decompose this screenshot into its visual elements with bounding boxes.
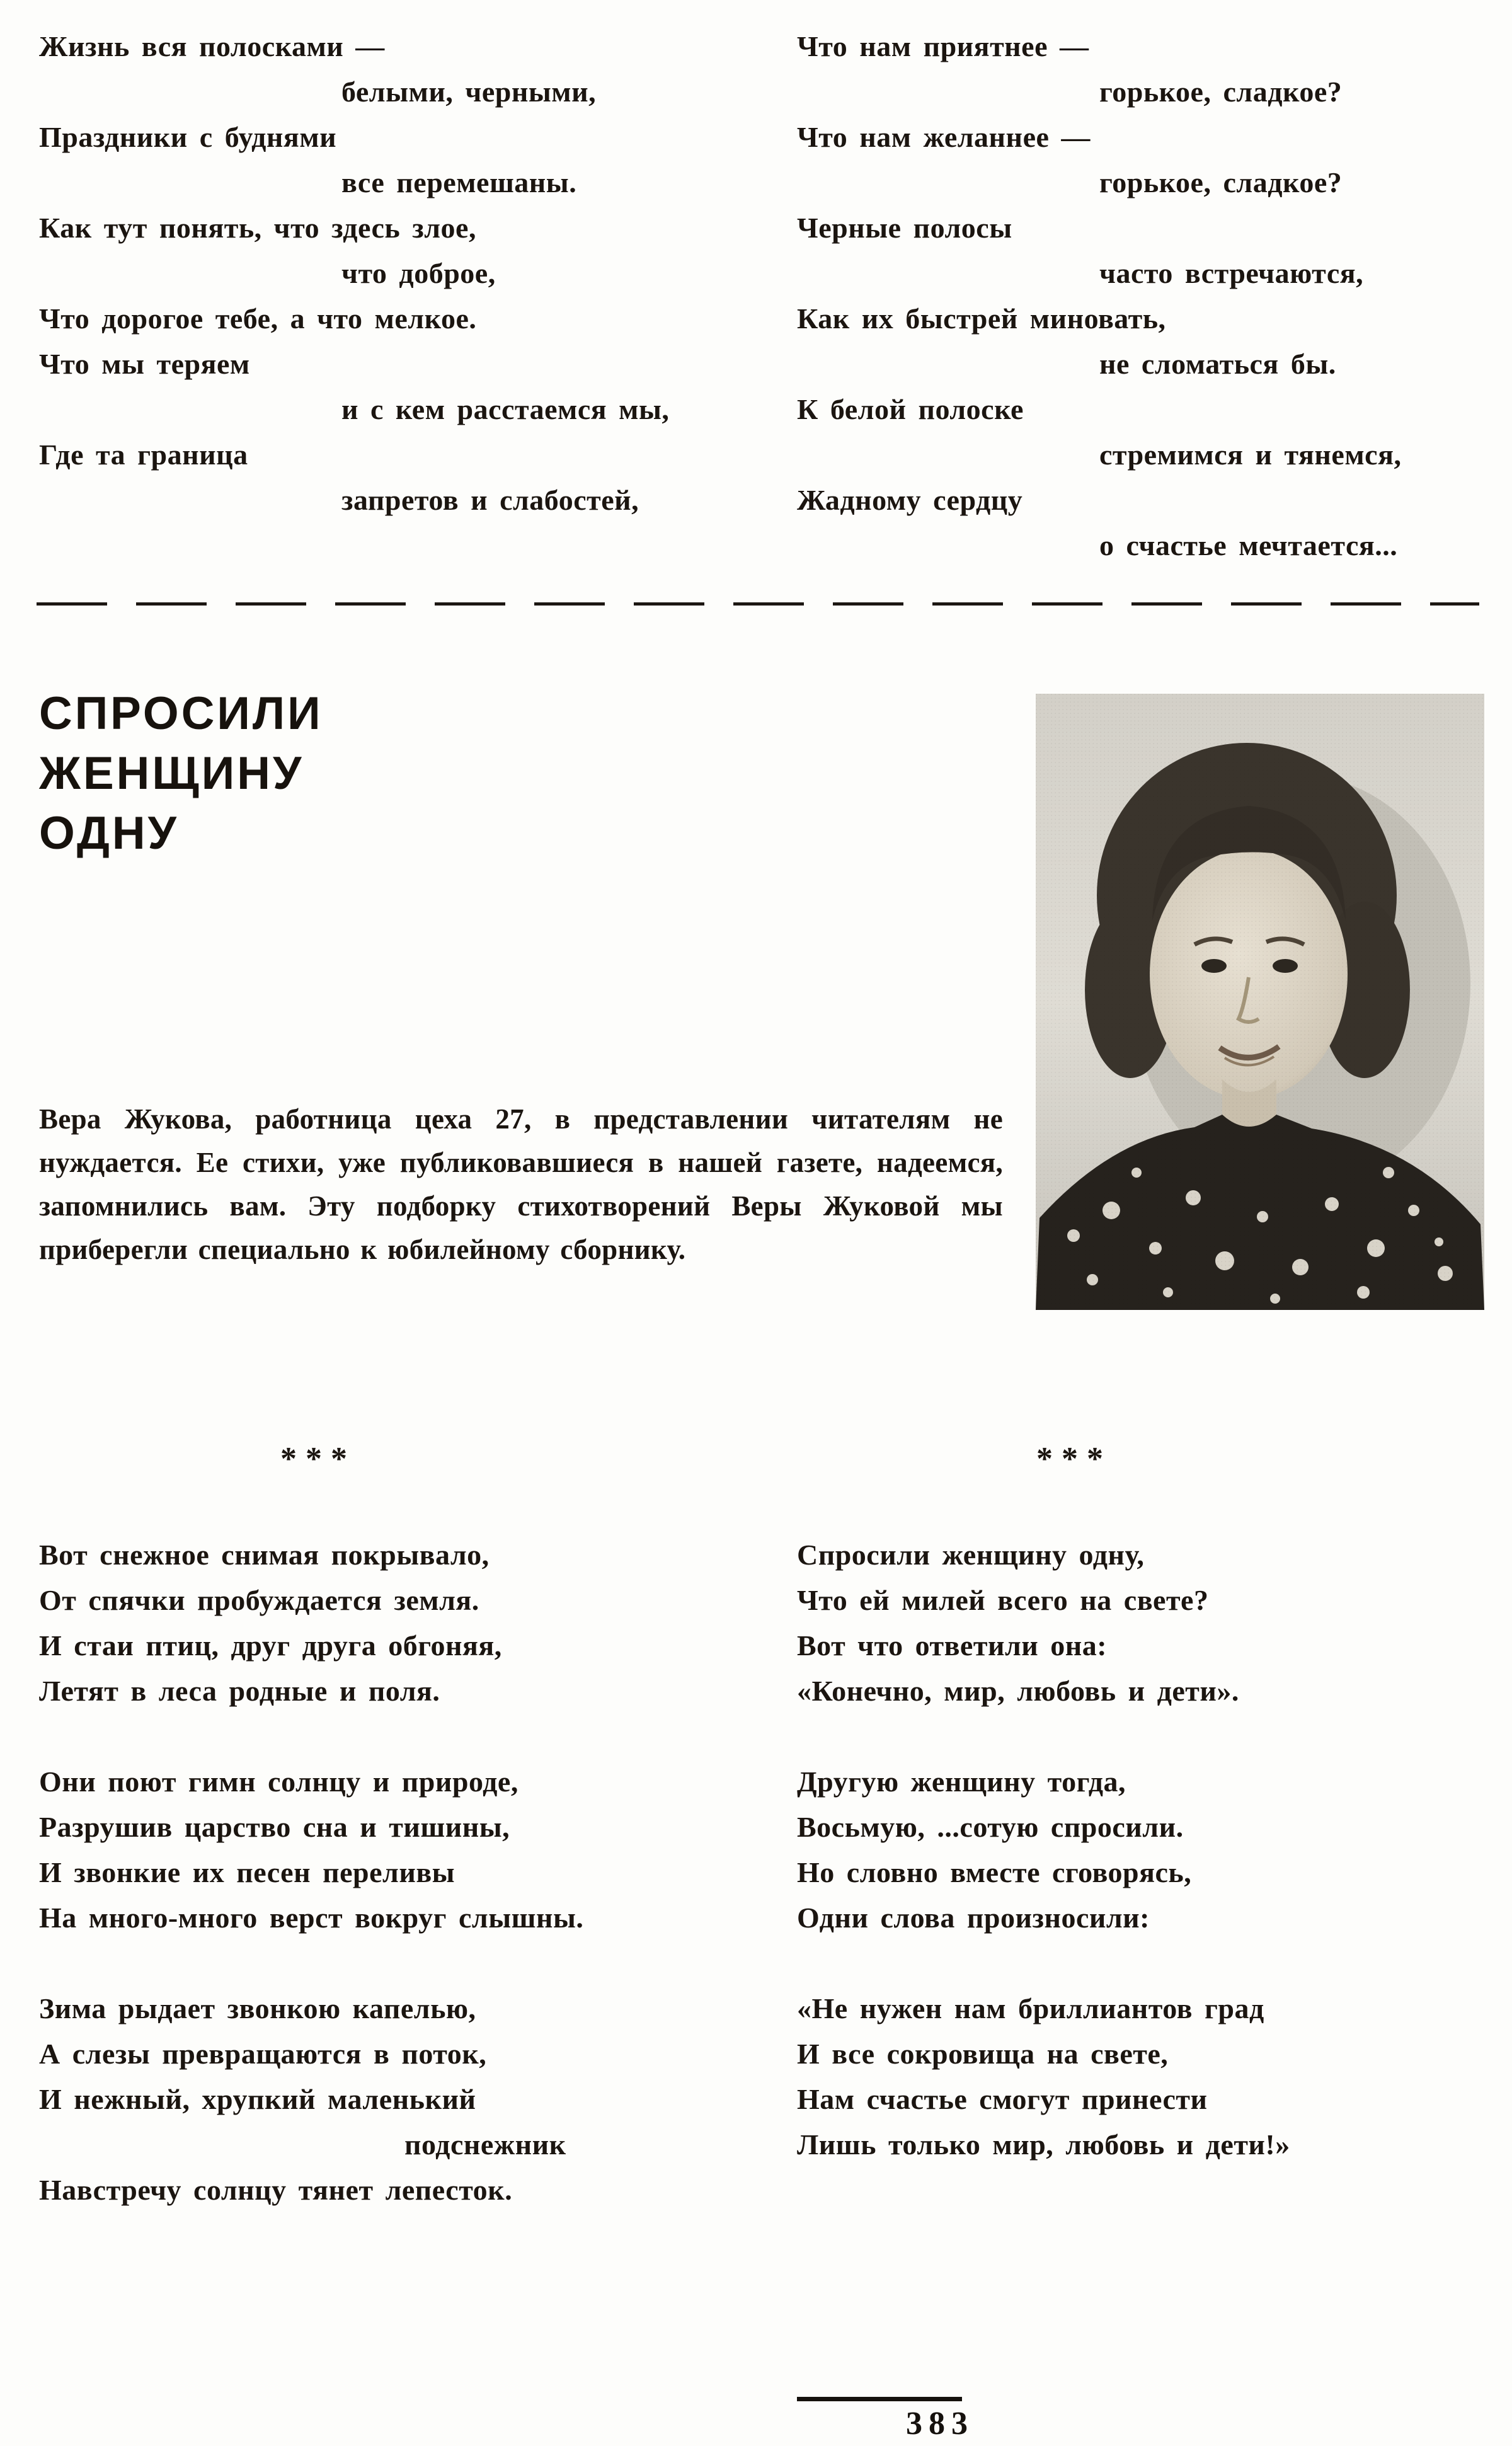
stanza <box>797 1532 1509 1714</box>
poem-line: все перемешаны. <box>341 166 577 198</box>
poem-line: Восьмую, ...сотую спросили. <box>797 1811 1184 1843</box>
poem-line: Вот что ответили она: <box>797 1629 1108 1662</box>
poem-line: Что дорогое тебе, а что мелкое. <box>39 302 477 335</box>
section-title-line: СПРОСИЛИ <box>39 688 323 739</box>
stanza <box>39 1986 776 2213</box>
intro-paragraph: Вера Жукова, работница цеха 27, в представлении читателям не нуждается. Ее стихи, уже публиковавшиеся в нашей газете, надеемся, запомнились вам. Эту подборку стихотворений Веры Жуковой мы приберегли специально к юбилейному сборнику. <box>39 1103 1003 1265</box>
top-poem-right-column <box>797 24 1509 568</box>
poem-line: И звонкие их песен переливы <box>39 1856 455 1888</box>
footer-rule <box>797 2397 962 2401</box>
poem-line: Как тут понять, что здесь злое, <box>39 212 476 244</box>
poem-line: Жизнь вся полосками — <box>39 30 385 62</box>
poem-line: Лишь только мир, любовь и дети!» <box>797 2128 1290 2161</box>
poem-line: Другую женщину тогда, <box>797 1766 1126 1798</box>
poem-line: От спячки пробуждается земля. <box>39 1584 479 1616</box>
poem-line: Как их быстрей миновать, <box>797 302 1166 335</box>
page-number: 383 <box>906 2406 974 2442</box>
poem-line: о счастье мечтается... <box>1099 529 1398 561</box>
poem-line: подснежник <box>404 2128 566 2161</box>
poem-line: Что мы теряем <box>39 348 250 380</box>
poem-line: Где та граница <box>39 439 248 471</box>
portrait-photo-image <box>1036 693 1484 1311</box>
stanza <box>797 1759 1509 1941</box>
poem-line: На много-много верст вокруг слышны. <box>39 1902 584 1934</box>
poem-line: Жадному сердцу <box>797 484 1023 516</box>
section-title-line: ОДНУ <box>39 808 179 859</box>
portrait-photo <box>1036 693 1484 1311</box>
poem-line: белыми, черными, <box>341 76 597 108</box>
poem-line: И нежный, хрупкий маленький <box>39 2083 476 2115</box>
poem-line: И все сокровища на свете, <box>797 2038 1169 2070</box>
poem-line: часто встречаются, <box>1099 257 1364 289</box>
bottom-poem-right-column <box>797 1532 1509 2213</box>
poem-line: и с кем расстаемся мы, <box>341 393 670 425</box>
poem-line: Черные полосы <box>797 212 1012 244</box>
poem-line: Что ей милей всего на свете? <box>797 1584 1209 1616</box>
poem-line: Они поют гимн солнцу и природе, <box>39 1766 518 1798</box>
poem-line: стремимся и тянемся, <box>1099 439 1402 471</box>
poem-line: Спросили женщину одну, <box>797 1539 1145 1571</box>
poem-line: что доброе, <box>341 257 496 289</box>
poem-line: горькое, сладкое? <box>1099 166 1343 198</box>
section-title <box>39 684 323 863</box>
poem-line: Что нам приятнее — <box>797 30 1089 62</box>
stanza-separator-asterisks: *** <box>280 1441 356 1477</box>
poem-line: горькое, сладкое? <box>1099 76 1343 108</box>
stanza <box>797 1986 1509 2168</box>
poem-line: Праздники с буднями <box>39 121 337 153</box>
poem-line: А слезы превращаются в поток, <box>39 2038 487 2070</box>
poem-line: Разрушив царство сна и тишины, <box>39 1811 510 1843</box>
poem-line: Что нам желаннее — <box>797 121 1091 153</box>
dashed-divider <box>37 602 1479 606</box>
stanza <box>39 1759 776 1941</box>
top-poem-left-column <box>39 24 776 523</box>
poem-line: «Не нужен нам бриллиантов град <box>797 1992 1264 2024</box>
poem-line: не сломаться бы. <box>1099 348 1336 380</box>
poem-line: Зима рыдает звонкою капелью, <box>39 1992 476 2024</box>
poem-line: Нам счастье смогут принести <box>797 2083 1208 2115</box>
poem-line: Вот снежное снимая покрывало, <box>39 1539 490 1571</box>
stanza-separator-asterisks: *** <box>1036 1441 1112 1477</box>
section-title-line: ЖЕНЩИНУ <box>39 748 304 799</box>
poem-line: И стаи птиц, друг друга обгоняя, <box>39 1629 502 1662</box>
poem-line: «Конечно, мир, любовь и дети». <box>797 1675 1239 1707</box>
poem-line: Но словно вместе сговорясь, <box>797 1856 1192 1888</box>
poem-line: запретов и слабостей, <box>341 484 639 516</box>
stanza <box>39 1532 776 1714</box>
bottom-poem-left-column <box>39 1532 776 2258</box>
poem-line: Летят в леса родные и поля. <box>39 1675 440 1707</box>
poem-line: Навстречу солнцу тянет лепесток. <box>39 2174 513 2206</box>
poem-line: Одни слова произносили: <box>797 1902 1150 1934</box>
poem-line: К белой полоске <box>797 393 1024 425</box>
